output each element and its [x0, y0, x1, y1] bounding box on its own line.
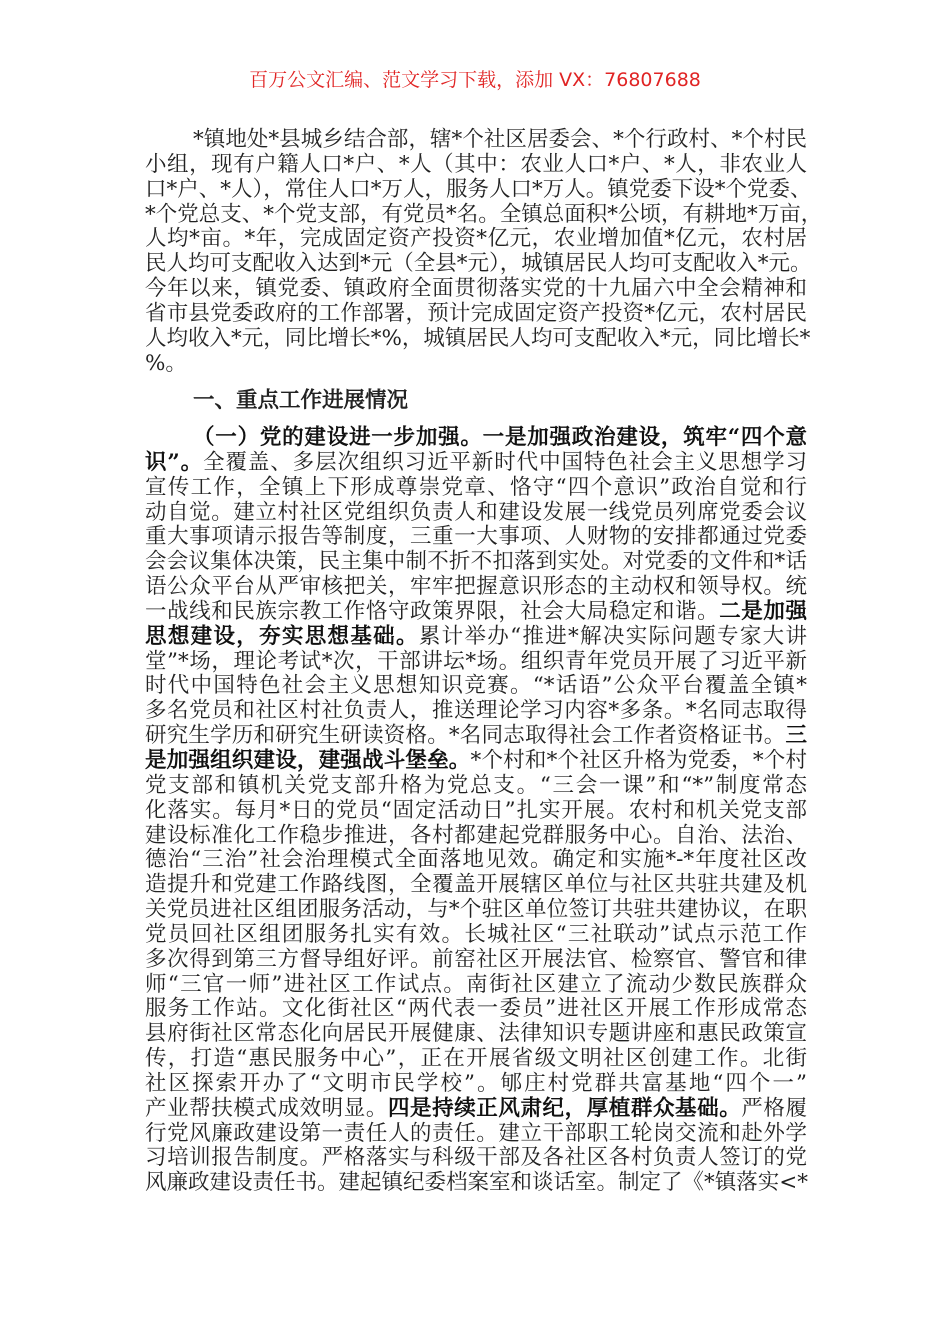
text-run: 传，打造“惠民服务中心”，正在开展省级文明社区创建工作。北街: [145, 1046, 807, 1072]
text-run: 全覆盖、多层次组织习近平新时代中国特色社会主义思想学习: [203, 449, 807, 475]
text-run: 造提升和党建工作路线图，全覆盖开展辖区单位与社区共驻共建及机: [145, 872, 807, 898]
text-line: [145, 848, 807, 873]
text-line: [145, 674, 807, 699]
text-run: 会会议集体决策，民主集中制不折不扣落到实处。对党委的文件和*话: [145, 549, 807, 575]
text-line: [145, 1022, 807, 1047]
text-run: 人均*亩。*年，完成固定资产投资*亿元，农业增加值*亿元，农村居: [145, 226, 807, 252]
bold-text: 二是加强: [719, 598, 807, 624]
text-line: [145, 550, 807, 575]
text-line: [145, 724, 807, 749]
text-run: 小组，现有户籍人口*户、*人（其中：农业人口*户、*人，非农业人: [145, 151, 807, 177]
text-line: [145, 774, 807, 799]
text-line: [145, 650, 807, 675]
text-line: [145, 575, 807, 600]
text-line: [145, 1047, 807, 1072]
text-line: [145, 873, 807, 898]
text-run: *个村和*个社区升格为党委，*个村: [470, 747, 807, 773]
text-line: [145, 153, 807, 178]
text-line: [145, 277, 807, 302]
text-run: 口*户、*人），常住人口*万人，服务人口*万人。镇党委下设*个党委、: [145, 176, 812, 202]
text-run: 化落实。每月*日的党员“固定活动日”扎实开展。农村和机关党支部: [145, 797, 807, 823]
text-run: 党员回社区组团服务扎实有效。长城社区“三社联动”试点示范工作: [145, 921, 807, 947]
text-run: 动自觉。建立村社区党组织负责人和建设发展一线党员列席党委会议: [145, 499, 807, 525]
text-run: 建设标准化工作稳步推进，各村都建起党群服务中心。自治、法治、: [145, 822, 807, 848]
text-run: 师“三官一师”进社区工作试点。南街社区建立了流动少数民族群众: [145, 971, 807, 997]
text-run: 研究生学历和研究生研读资格。*名同志取得社会工作者资格证书。: [145, 723, 786, 749]
bold-text: 三: [785, 723, 807, 749]
text-run: 语公众平台从严审核把关，牢牢把握意识形态的主动权和领导权。统: [145, 574, 807, 600]
text-run: %。: [145, 350, 187, 376]
text-line: [145, 1122, 807, 1147]
text-run: 今年以来，镇党委、镇政府全面贯彻落实党的十九届六中全会精神和: [145, 276, 807, 302]
bold-text: （一）党的建设进一步加强。一是加强政治建设，筑牢“四个意: [193, 425, 807, 450]
section-heading: 一、重点工作进展情况: [193, 388, 409, 413]
bold-text: 识”。: [145, 449, 204, 475]
text-run: 县府街社区常态化向居民开展健康、法律知识专题讲座和惠民政策宣: [145, 1021, 807, 1047]
text-run: 风廉政建设责任书。建起镇纪委档案室和谈话室。制定了《*镇落实<*: [145, 1170, 809, 1196]
text-line: [145, 128, 807, 153]
text-line: [145, 625, 807, 650]
text-run: 党支部和镇机关党支部升格为党总支。“三会一课”和“*”制度常态: [145, 772, 807, 798]
text-line: [145, 600, 807, 625]
text-line: [145, 1097, 807, 1122]
text-line: [145, 176, 812, 203]
party-building-paragraph: [145, 426, 807, 1196]
intro-paragraph: [145, 127, 823, 376]
text-run: *镇地处*县城乡结合部，辖*个社区居委会、*个行政村、*个村民: [193, 127, 807, 152]
text-line: [145, 525, 807, 550]
text-run: 民人均可支配收入达到*元（全县*元），城镇居民人均可支配收入*元。: [145, 251, 812, 277]
watermark-header: 百万公文汇编、范文学习下载，添加 VX：76807688: [249, 69, 701, 91]
text-line: [145, 251, 812, 277]
text-line: [145, 1146, 807, 1171]
text-line: [145, 799, 807, 824]
text-run: 服务工作站。文化街社区“两代表一委员”进社区开展工作形成常态: [145, 996, 807, 1022]
text-run: 堂”*场，理论考试*次，干部讲坛*场。组织青年党员开展了习近平新: [145, 648, 807, 674]
text-run: 严格履: [741, 1095, 807, 1121]
text-line: [145, 352, 807, 377]
text-line: [145, 898, 807, 923]
text-run: 关党员进社区组团服务活动，与*个驻区单位签订共驻共建协议，在职: [145, 897, 807, 923]
text-run: 社区探索开办了“文明市民学校”。郇庄村党群共富基地“四个一”: [145, 1070, 807, 1096]
text-run: 宣传工作，全镇上下形成尊崇党章、恪守“四个意识”政治自觉和行: [145, 474, 807, 500]
text-run: 重大事项请示报告等制度，三重一大事项、人财物的安排都通过党委: [145, 524, 807, 550]
text-run: 产业帮扶模式成效明显。: [145, 1095, 388, 1121]
text-run: 累计举办“推进*解决实际问题专家大讲: [418, 623, 807, 649]
text-line: [145, 451, 807, 476]
text-run: 省市县党委政府的工作部署，预计完成固定资产投资*亿元，农村居民: [145, 300, 807, 326]
text-line: [145, 476, 807, 501]
text-line: [145, 325, 811, 352]
text-line: [145, 973, 807, 998]
text-line: [145, 302, 807, 327]
text-line: [145, 1171, 807, 1196]
bold-text: 思想建设，夯实思想基础。: [145, 623, 419, 649]
text-run: 人均收入*元，同比增长*%，城镇居民人均可支配收入*元，同比增长*: [145, 325, 811, 351]
text-line: [145, 1072, 807, 1097]
text-run: 德治“三治”社会治理模式全面落地见效。确定和实施*-*年度社区改: [145, 847, 807, 873]
bold-text: 是加强组织建设，建强战斗堡垒。: [145, 747, 471, 773]
text-run: 多名党员和社区村社负责人，推送理论学习内容*多条。*名同志取得: [145, 698, 807, 724]
text-run: 一战线和民族宗教工作恪守政策界限，社会大局稳定和谐。: [145, 598, 720, 624]
text-line: [145, 227, 807, 252]
text-line: [145, 501, 807, 526]
text-run: 行党风廉政建设第一责任人的责任。建立干部职工轮岗交流和赴外学: [145, 1120, 807, 1146]
text-line: [145, 948, 807, 973]
text-line: [145, 699, 807, 724]
text-line: [145, 426, 807, 451]
text-line: [145, 749, 807, 774]
bold-text: 四是持续正风肃纪，厚植群众基础。: [387, 1095, 742, 1121]
text-run: 时代中国特色社会主义思想知识竞赛。“*话语”公众平台覆盖全镇*: [145, 673, 807, 699]
text-line: [145, 201, 823, 228]
text-run: 习培训报告制度。严格落实与科级干部及各社区各村负责人签订的党: [145, 1145, 807, 1171]
text-line: [145, 997, 807, 1022]
text-run: 多次得到第三方督导组好评。前窑社区开展法官、检察官、警官和律: [145, 946, 807, 972]
text-line: [145, 923, 807, 948]
text-run: *个党总支、*个党支部，有党员*名。全镇总面积*公顷，有耕地*万亩，: [145, 201, 823, 227]
text-line: [145, 824, 807, 849]
